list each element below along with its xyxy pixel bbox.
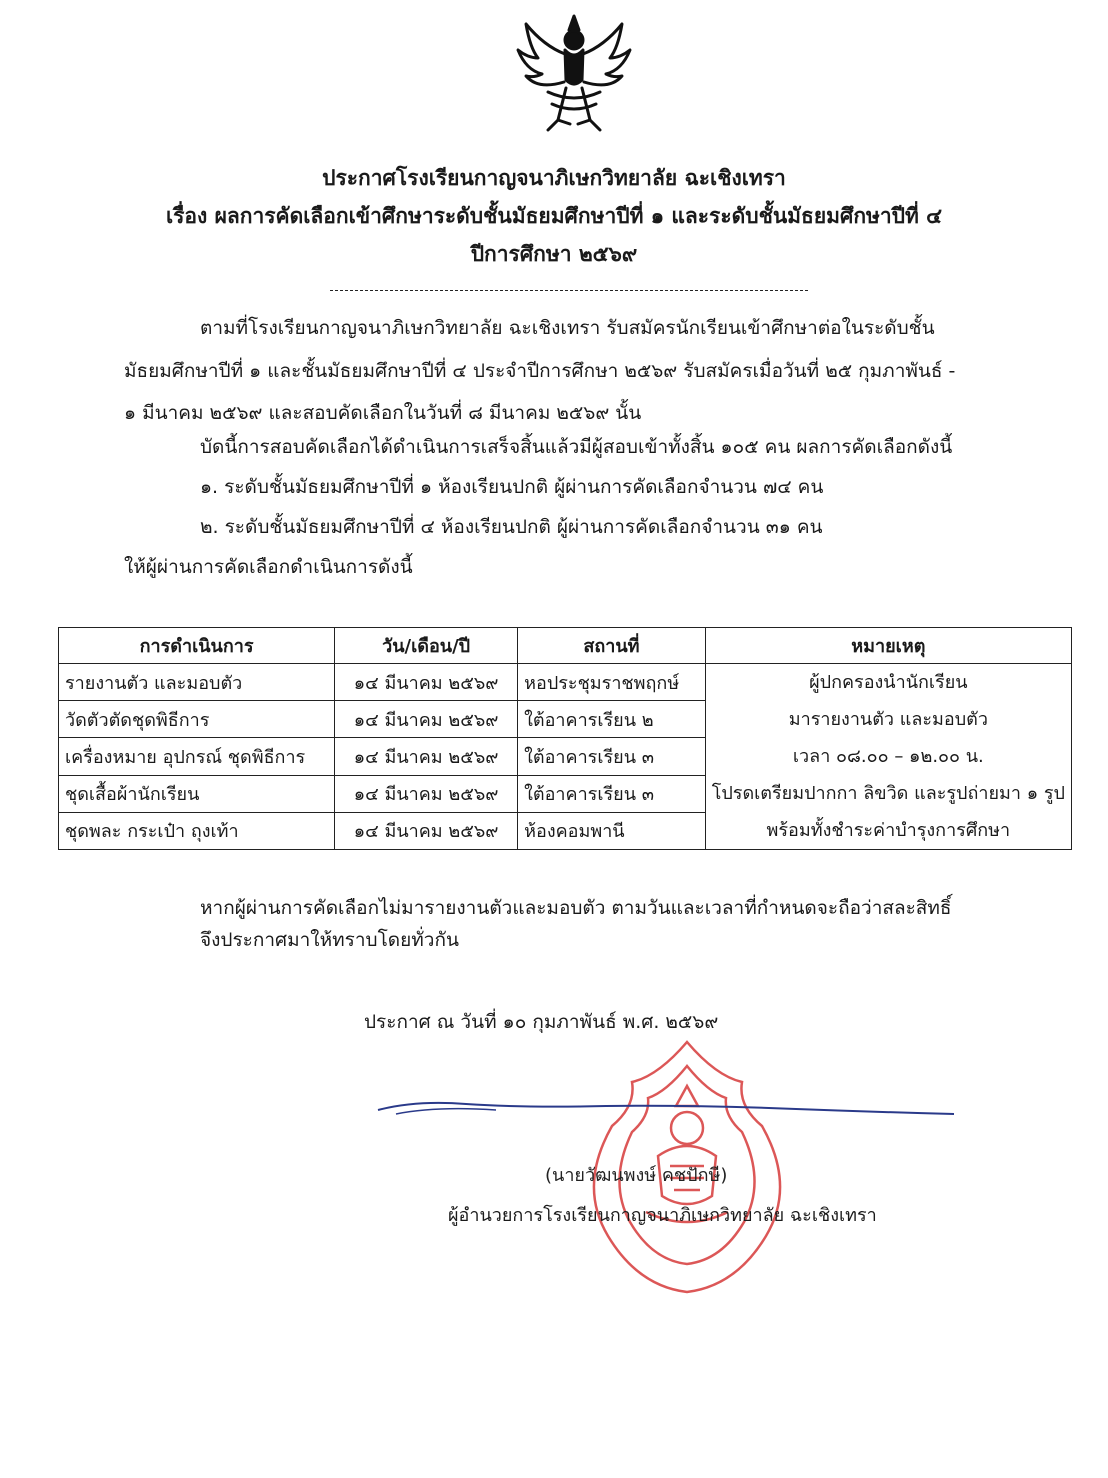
title-line-3: ปีการศึกษา ๒๕๖๙: [470, 242, 638, 266]
paragraph-1-line-3: ๑ มีนาคม ๒๕๖๙ และสอบคัดเลือกในวันที่ ๘ มีนาคม ๒๕๖๙ นั้น: [124, 402, 642, 424]
note-line-2: มารายงานตัว และมอบตัว: [788, 709, 988, 730]
cell-action: ชุดพละ กระเป๋า ถุงเท้า: [59, 812, 335, 849]
note-line-3: เวลา ๐๘.๐๐ – ๑๒.๐๐ น.: [792, 746, 984, 767]
garuda-emblem-icon: [508, 8, 640, 140]
signer-position: ผู้อำนวยการโรงเรียนกาญจนาภิเษกวิทยาลัย ฉะเชิงเทรา: [448, 1205, 877, 1226]
cell-place: ใต้อาคารเรียน ๓: [518, 775, 706, 812]
table-header-row: [59, 628, 1072, 664]
cell-note: [705, 664, 1071, 850]
note-line-4: โปรดเตรียมปากกา ลิขวิด และรูปถ่ายมา ๑ รูป: [711, 783, 1065, 804]
title-line-2: เรื่อง ผลการคัดเลือกเข้าศึกษาระดับชั้นมัธยมศึกษาปีที่ ๑ และระดับชั้นมัธยมศึกษาปีที่ ๔: [165, 204, 943, 228]
paragraph-1-line-1: ตามที่โรงเรียนกาญจนาภิเษกวิทยาลัย ฉะเชิงเทรา รับสมัครนักเรียนเข้าศึกษาต่อในระดับชั้น: [200, 317, 935, 339]
cell-date: ๑๔ มีนาคม ๒๕๖๙: [335, 664, 518, 701]
cell-place: หอประชุมราชพฤกษ์: [518, 664, 706, 701]
schedule-table: [58, 627, 1072, 850]
column-header-note: หมายเหตุ: [705, 628, 1071, 664]
cell-action: ชุดเสื้อผ้านักเรียน: [59, 775, 335, 812]
paragraph-2: บัดนี้การสอบคัดเลือกได้ดำเนินการเสร็จสิ้นแล้วมีผู้สอบเข้าทั้งสิ้น ๑๐๕ คน ผลการคัดเลือกดังนี้: [200, 436, 953, 458]
paragraph-1-line-2: มัธยมศึกษาปีที่ ๑ และชั้นมัธยมศึกษาปีที่ ๔ ประจำปีการศึกษา ๒๕๖๙ รับสมัครเมื่อวันที่ ๒๕ กุมภาพันธ์ -: [124, 360, 956, 382]
cell-place: ใต้อาคารเรียน ๓: [518, 738, 706, 775]
note-line-1: ผู้ปกครองนำนักเรียน: [809, 672, 968, 693]
cell-date: ๑๔ มีนาคม ๒๕๖๙: [335, 738, 518, 775]
cell-action: วัดตัวตัดชุดพิธีการ: [59, 701, 335, 738]
title-divider: [330, 290, 808, 291]
column-header-action: การดำเนินการ: [59, 628, 335, 664]
footer-closing: จึงประกาศมาให้ทราบโดยทั่วกัน: [200, 929, 459, 951]
column-header-place: สถานที่: [518, 628, 706, 664]
table-row: [59, 664, 1072, 701]
signature-scribble-icon: [376, 1096, 956, 1126]
cell-place: ใต้อาคารเรียน ๒: [518, 701, 706, 738]
signer-name: (นายวัฒนพงษ์ คชปักษี): [545, 1165, 728, 1186]
note-line-5: พร้อมทั้งชำระค่าบำรุงการศึกษา: [766, 820, 1011, 841]
result-item-2: ๒. ระดับชั้นมัธยมศึกษาปีที่ ๔ ห้องเรียนปกติ ผู้ผ่านการคัดเลือกจำนวน ๓๑ คน: [200, 516, 823, 538]
cell-date: ๑๔ มีนาคม ๒๕๖๙: [335, 812, 518, 849]
title-line-1: ประกาศโรงเรียนกาญจนาภิเษกวิทยาลัย ฉะเชิงเทรา: [322, 166, 786, 190]
result-item-1: ๑. ระดับชั้นมัธยมศึกษาปีที่ ๑ ห้องเรียนปกติ ผู้ผ่านการคัดเลือกจำนวน ๗๔ คน: [200, 476, 824, 498]
cell-date: ๑๔ มีนาคม ๒๕๖๙: [335, 701, 518, 738]
cell-action: เครื่องหมาย อุปกรณ์ ชุดพิธีการ: [59, 738, 335, 775]
cell-date: ๑๔ มีนาคม ๒๕๖๙: [335, 775, 518, 812]
cell-action: รายงานตัว และมอบตัว: [59, 664, 335, 701]
announcement-date: ประกาศ ณ วันที่ ๑๐ กุมภาพันธ์ พ.ศ. ๒๕๖๙: [364, 1011, 719, 1033]
cell-place: ห้องคอมพานี: [518, 812, 706, 849]
paragraph-3: ให้ผู้ผ่านการคัดเลือกดำเนินการดังนี้: [124, 556, 413, 578]
column-header-date: วัน/เดือน/ปี: [335, 628, 518, 664]
footer-warning: หากผู้ผ่านการคัดเลือกไม่มารายงานตัวและมอบตัว ตามวันและเวลาที่กำหนดจะถือว่าสละสิทธิ์: [200, 897, 952, 919]
